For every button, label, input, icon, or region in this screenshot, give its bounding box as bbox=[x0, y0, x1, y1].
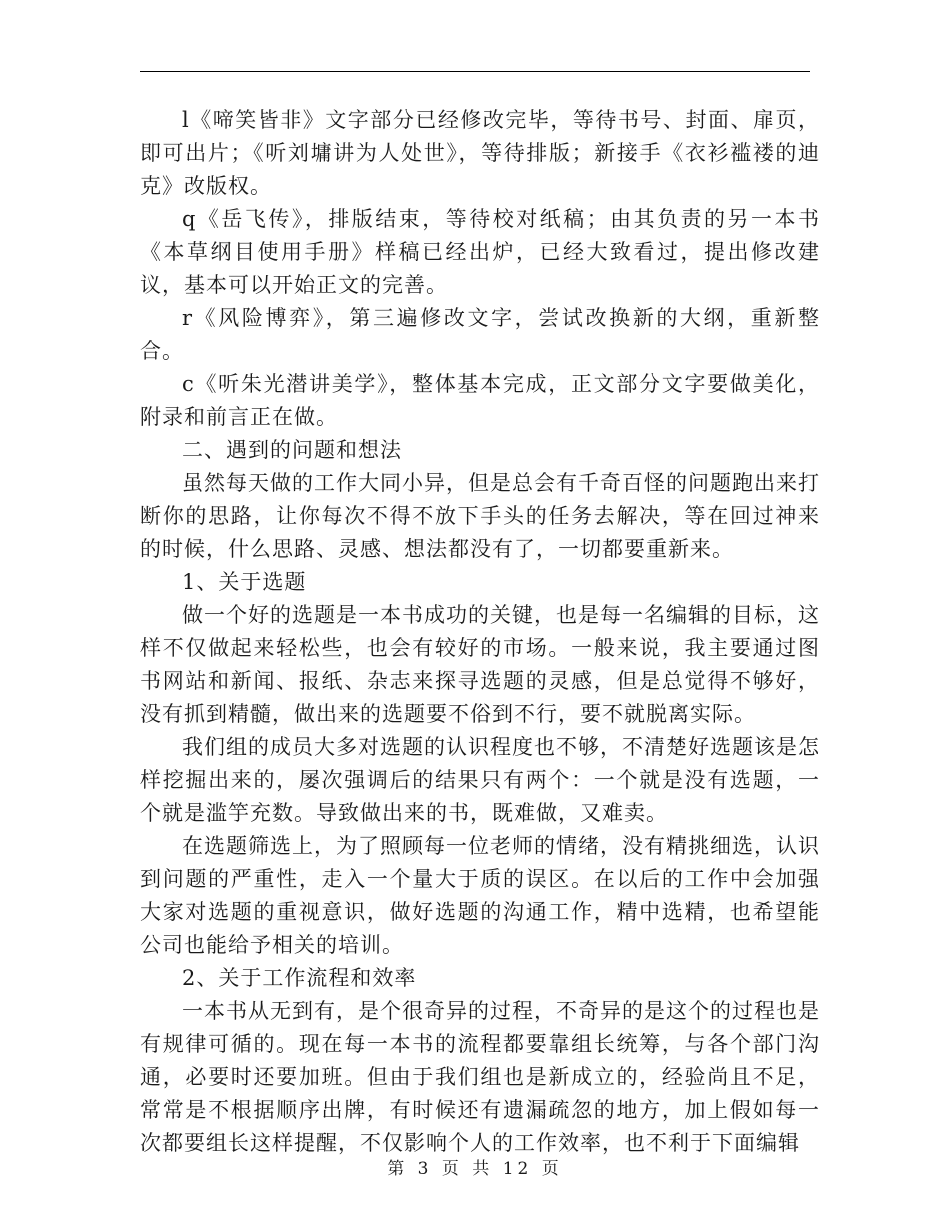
paragraph-8: 在选题筛选上，为了照顾每一位老师的情绪，没有精挑细选，认识到问题的严重性，走入一个量大于质的误区。在以后的工作中会加强大家对选题的重视意识，做好选题的沟通工作，精中选精，也希望能公司也能给予相关的培训。 bbox=[140, 834, 820, 957]
paragraph-7: 我们组的成员大多对选题的认识程度也不够，不清楚好选题该是怎样挖掘出来的，屡次强调后的结果只有两个：一个就是没有选题，一个就是滥竽充数。导致做出来的书，既难做，又难卖。 bbox=[140, 735, 820, 825]
subheading-workflow: 2、关于工作流程和效率 bbox=[182, 966, 417, 990]
paragraph-4: c《听朱光潜讲美学》，整体基本完成，正文部分文字要做美化，附录和前言正在做。 bbox=[140, 372, 820, 429]
paragraph-3: r《风险博弈》，第三遍修改文字，尝试改换新的大纲，重新整合。 bbox=[140, 306, 820, 363]
body-text bbox=[140, 104, 820, 1160]
paragraph-6: 做一个好的选题是一本书成功的关键，也是每一名编辑的目标，这样不仅做起来轻松些，也会有较好的市场。一般来说，我主要通过图书网站和新闻、报纸、杂志来探寻选题的灵感，但是总觉得不够好，没有抓到精髓，做出来的选题要不俗到不行，要不就脱离实际。 bbox=[140, 603, 820, 726]
paragraph-1: l《啼笑皆非》文字部分已经修改完毕，等待书号、封面、扉页，即可出片；《听刘墉讲为人处世》，等待排版；新接手《衣衫褴褛的迪克》改版权。 bbox=[140, 108, 820, 198]
paragraph-5: 虽然每天做的工作大同小异，但是总会有千奇百怪的问题跑出来打断你的思路，让你每次不得不放下手头的任务去解决，等在回过神来的时候，什么思路、灵感、想法都没有了，一切都要重新来。 bbox=[140, 471, 820, 561]
paragraph-9: 一本书从无到有，是个很奇异的过程，不奇异的是这个的过程也是有规律可循的。现在每一本书的流程都要靠组长统筹，与各个部门沟通，必要时还要加班。但由于我们组也是新成立的，经验尚且不足，常常是不根据顺序出牌，有时候还有遗漏疏忽的地方，加上假如每一次都要组长这样提醒，不仅影响个人的工作效率，也不利于下面编辑 bbox=[140, 999, 820, 1155]
subheading-topic-selection: 1、关于选题 bbox=[182, 570, 307, 594]
page-number-footer: 第 3 页 共 12 页 bbox=[387, 1159, 563, 1179]
section-heading-problems: 二、遇到的问题和想法 bbox=[182, 438, 402, 462]
paragraph-2: q《岳飞传》，排版结束，等待校对纸稿；由其负责的另一本书《本草纲目使用手册》样稿已经出炉，已经大致看过，提出修改建议，基本可以开始正文的完善。 bbox=[140, 207, 820, 297]
header-rule bbox=[140, 71, 810, 72]
